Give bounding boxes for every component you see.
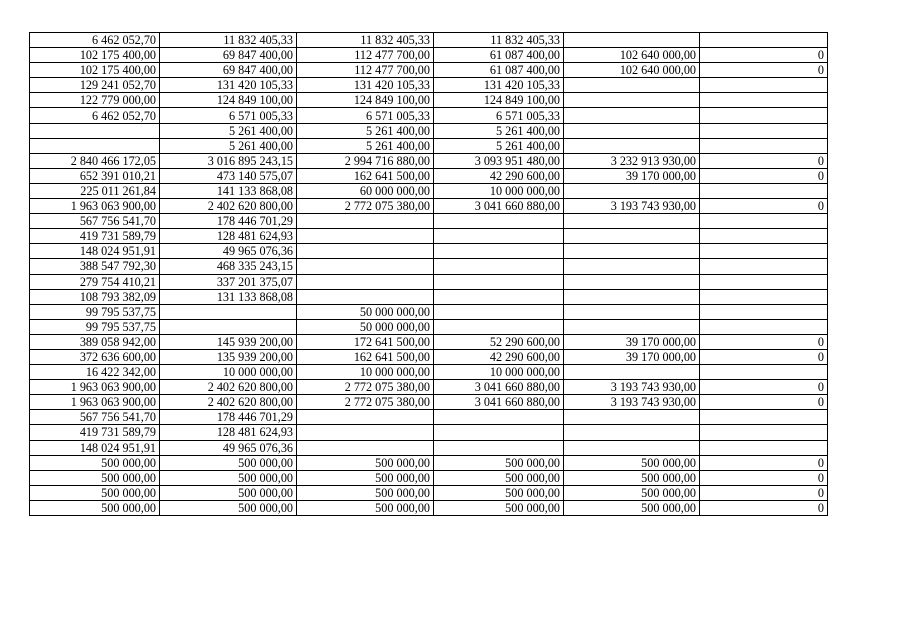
table-cell [434, 410, 564, 425]
table-cell: 0 [700, 455, 828, 470]
table-cell: 0 [700, 485, 828, 500]
table-cell: 500 000,00 [434, 500, 564, 515]
table-row [30, 334, 828, 349]
table-cell [564, 214, 700, 229]
table-row [30, 244, 828, 259]
table-cell: 39 170 000,00 [564, 349, 700, 364]
table-row [30, 229, 828, 244]
table-cell [564, 123, 700, 138]
table-row [30, 33, 828, 48]
table-cell: 10 000 000,00 [160, 365, 297, 380]
table-body [30, 33, 828, 516]
table-cell: 162 641 500,00 [297, 349, 434, 364]
table-row [30, 365, 828, 380]
table-cell: 500 000,00 [297, 470, 434, 485]
table-cell: 102 640 000,00 [564, 63, 700, 78]
table-cell: 99 795 537,75 [30, 304, 160, 319]
table-row [30, 349, 828, 364]
table-cell: 419 731 589,79 [30, 425, 160, 440]
table-cell: 108 793 382,09 [30, 289, 160, 304]
table-cell: 102 640 000,00 [564, 48, 700, 63]
table-cell: 3 232 913 930,00 [564, 153, 700, 168]
table-cell: 500 000,00 [160, 455, 297, 470]
table-cell [700, 138, 828, 153]
table-cell [434, 244, 564, 259]
table-cell: 500 000,00 [297, 485, 434, 500]
table-cell [564, 259, 700, 274]
table-cell [564, 78, 700, 93]
table-cell [297, 410, 434, 425]
table-cell: 131 420 105,33 [434, 78, 564, 93]
table-cell: 473 140 575,07 [160, 168, 297, 183]
table-cell: 3 041 660 880,00 [434, 395, 564, 410]
table-cell: 0 [700, 380, 828, 395]
table-cell: 52 290 600,00 [434, 334, 564, 349]
table-cell: 3 041 660 880,00 [434, 199, 564, 214]
table-cell: 39 170 000,00 [564, 334, 700, 349]
table-cell: 49 965 076,36 [160, 440, 297, 455]
table-cell [564, 425, 700, 440]
table-cell [700, 410, 828, 425]
table-cell: 225 011 261,84 [30, 183, 160, 198]
table-cell: 3 193 743 930,00 [564, 380, 700, 395]
table-cell: 112 477 700,00 [297, 63, 434, 78]
table-cell [434, 425, 564, 440]
table-cell [434, 304, 564, 319]
table-cell [564, 244, 700, 259]
table-cell: 3 193 743 930,00 [564, 199, 700, 214]
table-cell: 500 000,00 [564, 485, 700, 500]
table-cell [434, 440, 564, 455]
table-cell [160, 304, 297, 319]
table-row [30, 440, 828, 455]
table-cell: 11 832 405,33 [297, 33, 434, 48]
table-cell [700, 365, 828, 380]
table-cell: 2 402 620 800,00 [160, 380, 297, 395]
table-cell [700, 289, 828, 304]
table-cell: 500 000,00 [160, 500, 297, 515]
table-cell [700, 304, 828, 319]
table-cell: 500 000,00 [434, 455, 564, 470]
table-cell: 11 832 405,33 [434, 33, 564, 48]
table-cell [700, 93, 828, 108]
table-cell: 99 795 537,75 [30, 319, 160, 334]
table-cell: 1 963 063 900,00 [30, 199, 160, 214]
table-cell [160, 319, 297, 334]
table-row [30, 395, 828, 410]
table-cell: 1 963 063 900,00 [30, 380, 160, 395]
table-cell: 42 290 600,00 [434, 168, 564, 183]
table-cell: 102 175 400,00 [30, 48, 160, 63]
table-cell [297, 259, 434, 274]
table-cell: 2 772 075 380,00 [297, 395, 434, 410]
table-cell: 3 041 660 880,00 [434, 380, 564, 395]
table-cell [297, 214, 434, 229]
table-cell [434, 319, 564, 334]
table-cell: 500 000,00 [564, 470, 700, 485]
table-row [30, 289, 828, 304]
table-row [30, 470, 828, 485]
table-cell: 39 170 000,00 [564, 168, 700, 183]
table-cell: 135 939 200,00 [160, 349, 297, 364]
table-cell: 3 016 895 243,15 [160, 153, 297, 168]
table-cell: 124 849 100,00 [297, 93, 434, 108]
table-cell: 50 000 000,00 [297, 319, 434, 334]
table-row [30, 138, 828, 153]
table-cell [564, 183, 700, 198]
table-cell: 128 481 624,93 [160, 425, 297, 440]
table-cell [564, 304, 700, 319]
table-cell [564, 440, 700, 455]
table-row [30, 380, 828, 395]
table-cell: 388 547 792,30 [30, 259, 160, 274]
table-cell [564, 108, 700, 123]
table-cell: 2 840 466 172,05 [30, 153, 160, 168]
table-cell [564, 33, 700, 48]
table-cell [700, 123, 828, 138]
table-cell [297, 425, 434, 440]
table-cell [30, 123, 160, 138]
financial-table [29, 32, 828, 516]
table-cell [297, 244, 434, 259]
table-row [30, 48, 828, 63]
table-row [30, 485, 828, 500]
table-cell [434, 289, 564, 304]
table-row [30, 259, 828, 274]
table-cell [700, 33, 828, 48]
table-cell: 69 847 400,00 [160, 48, 297, 63]
table-row [30, 199, 828, 214]
table-cell [434, 259, 564, 274]
table-cell: 131 133 868,08 [160, 289, 297, 304]
table-cell: 11 832 405,33 [160, 33, 297, 48]
table-cell [434, 214, 564, 229]
table-cell: 10 000 000,00 [434, 365, 564, 380]
table-cell [700, 78, 828, 93]
table-cell: 0 [700, 334, 828, 349]
table-row [30, 168, 828, 183]
table-cell: 6 462 052,70 [30, 33, 160, 48]
table-cell: 500 000,00 [297, 500, 434, 515]
table-cell: 5 261 400,00 [434, 138, 564, 153]
table-cell: 69 847 400,00 [160, 63, 297, 78]
table-cell: 2 994 716 880,00 [297, 153, 434, 168]
table-cell: 0 [700, 395, 828, 410]
table-cell: 6 462 052,70 [30, 108, 160, 123]
table-cell [564, 274, 700, 289]
table-cell: 6 571 005,33 [297, 108, 434, 123]
table-cell: 372 636 600,00 [30, 349, 160, 364]
table-cell: 279 754 410,21 [30, 274, 160, 289]
table-cell [564, 410, 700, 425]
table-cell: 3 093 951 480,00 [434, 153, 564, 168]
table-cell [700, 183, 828, 198]
table-cell: 10 000 000,00 [297, 365, 434, 380]
table-cell: 131 420 105,33 [160, 78, 297, 93]
table-cell: 2 772 075 380,00 [297, 199, 434, 214]
table-cell: 500 000,00 [297, 455, 434, 470]
table-cell [434, 274, 564, 289]
table-cell: 2 402 620 800,00 [160, 199, 297, 214]
table-cell: 145 939 200,00 [160, 334, 297, 349]
table-row [30, 274, 828, 289]
table-cell: 141 133 868,08 [160, 183, 297, 198]
table-cell: 5 261 400,00 [160, 123, 297, 138]
table-cell: 0 [700, 63, 828, 78]
table-cell [564, 319, 700, 334]
table-cell: 61 087 400,00 [434, 63, 564, 78]
table-row [30, 153, 828, 168]
table-cell [700, 440, 828, 455]
table-cell: 102 175 400,00 [30, 63, 160, 78]
table-cell: 129 241 052,70 [30, 78, 160, 93]
table-cell: 178 446 701,29 [160, 214, 297, 229]
table-cell [700, 259, 828, 274]
table-cell: 42 290 600,00 [434, 349, 564, 364]
table-cell: 124 849 100,00 [160, 93, 297, 108]
table-row [30, 78, 828, 93]
table-cell: 500 000,00 [434, 470, 564, 485]
table-cell: 162 641 500,00 [297, 168, 434, 183]
table-cell: 500 000,00 [160, 485, 297, 500]
table-cell: 500 000,00 [160, 470, 297, 485]
table-row [30, 93, 828, 108]
table-cell: 5 261 400,00 [297, 123, 434, 138]
table-cell: 652 391 010,21 [30, 168, 160, 183]
table-row [30, 500, 828, 515]
table-cell: 0 [700, 500, 828, 515]
table-row [30, 425, 828, 440]
table-cell [297, 440, 434, 455]
table-cell: 172 641 500,00 [297, 334, 434, 349]
table-cell: 5 261 400,00 [434, 123, 564, 138]
table-row [30, 319, 828, 334]
table-cell [700, 108, 828, 123]
table-cell: 60 000 000,00 [297, 183, 434, 198]
table-cell: 16 422 342,00 [30, 365, 160, 380]
table-cell: 0 [700, 349, 828, 364]
table-cell: 131 420 105,33 [297, 78, 434, 93]
table-cell: 419 731 589,79 [30, 229, 160, 244]
table-cell: 0 [700, 48, 828, 63]
table-cell: 148 024 951,91 [30, 440, 160, 455]
table-cell [564, 229, 700, 244]
table-cell: 500 000,00 [30, 470, 160, 485]
table-cell: 0 [700, 470, 828, 485]
table-cell: 6 571 005,33 [160, 108, 297, 123]
table-cell: 2 772 075 380,00 [297, 380, 434, 395]
table-cell: 61 087 400,00 [434, 48, 564, 63]
table-cell: 468 335 243,15 [160, 259, 297, 274]
table-cell [700, 214, 828, 229]
table-cell [297, 229, 434, 244]
table-cell [700, 244, 828, 259]
table-cell [700, 319, 828, 334]
table-cell: 2 402 620 800,00 [160, 395, 297, 410]
table-cell [297, 274, 434, 289]
table-cell [700, 274, 828, 289]
table-cell [297, 289, 434, 304]
table-cell: 1 963 063 900,00 [30, 395, 160, 410]
table-cell: 337 201 375,07 [160, 274, 297, 289]
table-row [30, 183, 828, 198]
table-cell: 500 000,00 [434, 485, 564, 500]
table-cell: 567 756 541,70 [30, 410, 160, 425]
table-cell: 0 [700, 168, 828, 183]
table-cell: 500 000,00 [564, 455, 700, 470]
table-cell: 500 000,00 [30, 455, 160, 470]
table-cell [434, 229, 564, 244]
table-cell: 5 261 400,00 [297, 138, 434, 153]
table-row [30, 108, 828, 123]
table-cell: 6 571 005,33 [434, 108, 564, 123]
table-row [30, 304, 828, 319]
table-cell: 10 000 000,00 [434, 183, 564, 198]
table-row [30, 63, 828, 78]
table-cell: 0 [700, 153, 828, 168]
table-cell: 112 477 700,00 [297, 48, 434, 63]
table-cell: 49 965 076,36 [160, 244, 297, 259]
table-cell: 389 058 942,00 [30, 334, 160, 349]
table-cell [700, 229, 828, 244]
table-cell: 500 000,00 [30, 485, 160, 500]
table-cell: 148 024 951,91 [30, 244, 160, 259]
table-cell: 3 193 743 930,00 [564, 395, 700, 410]
table-cell: 5 261 400,00 [160, 138, 297, 153]
table-cell [564, 365, 700, 380]
table-row [30, 410, 828, 425]
table-cell: 122 779 000,00 [30, 93, 160, 108]
table-row [30, 455, 828, 470]
table-cell: 0 [700, 199, 828, 214]
table-cell: 567 756 541,70 [30, 214, 160, 229]
table-cell: 178 446 701,29 [160, 410, 297, 425]
table-cell: 50 000 000,00 [297, 304, 434, 319]
table-cell [30, 138, 160, 153]
table-cell: 124 849 100,00 [434, 93, 564, 108]
table-cell [700, 425, 828, 440]
table-cell: 500 000,00 [30, 500, 160, 515]
table-row [30, 123, 828, 138]
table-cell [564, 289, 700, 304]
table-cell [564, 93, 700, 108]
table-row [30, 214, 828, 229]
table-cell [564, 138, 700, 153]
table-cell: 500 000,00 [564, 500, 700, 515]
table-cell: 128 481 624,93 [160, 229, 297, 244]
